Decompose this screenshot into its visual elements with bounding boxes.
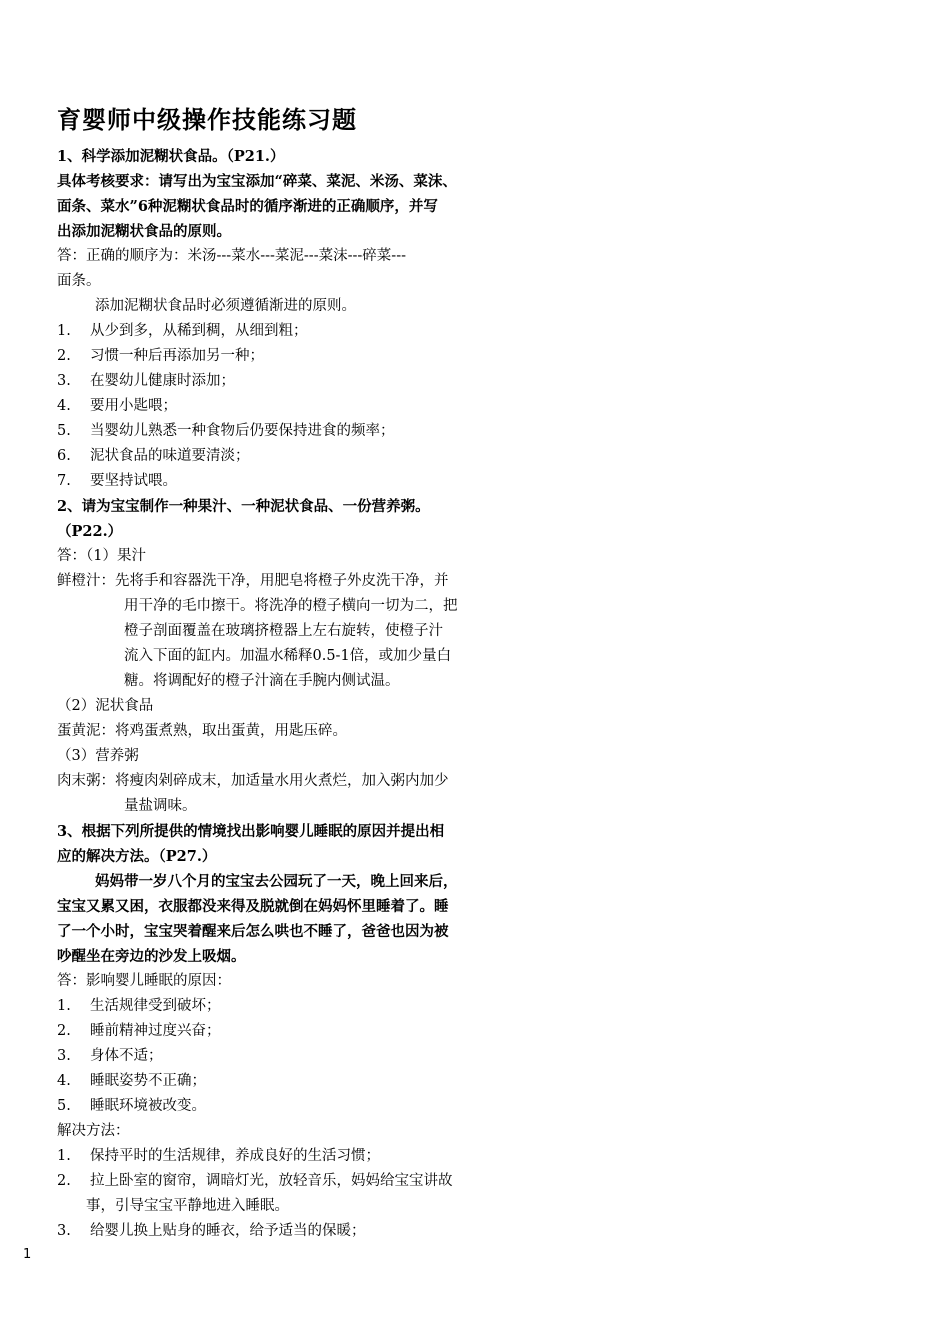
list-text: 从少到多，从稀到稠，从细到粗； (90, 323, 308, 339)
question-2-heading: 2、请为宝宝制作一种果汁、一种泥状食品、一份营养粥。 (57, 498, 430, 515)
list-number: 3. (57, 373, 71, 389)
question-2-heading: （P22.） (57, 523, 123, 540)
list-text: 睡前精神过度兴奋； (90, 1023, 221, 1039)
list-text: 睡眠环境被改变。 (90, 1098, 206, 1114)
question-1-heading: 1、科学添加泥糊状食品。（P21.） (57, 148, 285, 165)
list-number: 5. (57, 423, 71, 439)
list-item (57, 419, 507, 444)
list-item (57, 1044, 507, 1069)
list-text: 身体不适； (90, 1048, 163, 1064)
list-number: 5. (57, 1098, 71, 1114)
scenario-text: 吵醒坐在旁边的沙发上吸烟。 (57, 948, 246, 965)
page-title: 育婴师中级操作技能练习题 (57, 105, 357, 134)
list-number: 7. (57, 473, 71, 489)
answer-porridge-label: （3）营养粥 (57, 748, 139, 764)
list-number: 1. (57, 998, 71, 1014)
list-text: 要用小匙喂； (90, 398, 177, 414)
list-number: 3. (57, 1223, 71, 1239)
list-text: 习惯一种后再添加另一种； (90, 348, 264, 364)
scenario-text: 妈妈带一岁八个月的宝宝去公园玩了一天，晚上回来后， (95, 873, 458, 890)
list-number: 2. (57, 348, 71, 364)
juice-recipe: 糖。将调配好的橙子汁滴在手腕内侧试温。 (124, 673, 400, 689)
question-3-heading: 3、根据下列所提供的情境找出影响婴儿睡眠的原因并提出相 (57, 823, 445, 840)
list-number: 4. (57, 1073, 71, 1089)
list-number: 1. (57, 1148, 71, 1164)
list-text: 要坚持试喂。 (90, 473, 177, 489)
juice-recipe: 橙子剖面覆盖在玻璃挤橙器上左右旋转，使橙子汁 (124, 623, 443, 639)
question-1-answer: 答：正确的顺序为：米汤---菜水---菜泥---菜沫---碎菜--- (57, 248, 406, 264)
answer-juice-label: 答：（1）果汁 (57, 548, 146, 564)
question-1-answer: 面条。 (57, 273, 101, 289)
list-item (57, 369, 507, 394)
list-item (57, 1019, 507, 1044)
list-text: 生活规律受到破坏； (90, 998, 221, 1014)
porridge-recipe: 量盐调味。 (124, 798, 197, 814)
porridge-recipe: 肉末粥：将瘦肉剁碎成末，加适量水用火煮烂，加入粥内加少 (57, 773, 449, 789)
list-text: 在婴幼儿健康时添加； (90, 373, 235, 389)
list-number: 6. (57, 448, 71, 464)
scenario-text: 了一个小时，宝宝哭着醒来后怎么哄也不睡了，爸爸也因为被 (57, 923, 449, 940)
list-text: 泥状食品的味道要清淡； (90, 448, 250, 464)
list-item (57, 1169, 507, 1194)
page-number: 1 (23, 1247, 32, 1262)
list-item (57, 394, 507, 419)
list-number: 4. (57, 398, 71, 414)
document-page (57, 100, 507, 1244)
puree-recipe: 蛋黄泥：将鸡蛋煮熟，取出蛋黄，用匙压碎。 (57, 723, 347, 739)
list-item (57, 1219, 507, 1244)
solution-intro: 解决方法： (57, 1123, 130, 1139)
juice-recipe: 用干净的毛巾擦干。将洗净的橙子横向一切为二，把 (124, 598, 458, 614)
list-item (57, 1069, 507, 1094)
list-number: 2. (57, 1023, 71, 1039)
list-item-continued: 事，引导宝宝平静地进入睡眠。 (86, 1198, 289, 1214)
question-1-requirement: 面条、菜水”6种泥糊状食品时的循序渐进的正确顺序，并写 (57, 198, 438, 215)
juice-recipe: 流入下面的缸内。加温水稀释0.5-1倍，或加少量白 (124, 648, 452, 664)
question-1-requirement: 具体考核要求：请写出为宝宝添加“碎菜、菜泥、米汤、菜沫、 (57, 173, 457, 190)
principle-intro: 添加泥糊状食品时必须遵循渐进的原则。 (95, 298, 356, 314)
question-1-requirement: 出添加泥糊状食品的原则。 (57, 223, 231, 240)
list-text: 睡眠姿势不正确； (90, 1073, 206, 1089)
list-item (57, 469, 507, 494)
question-3-heading: 应的解决方法。（P27.） (57, 848, 217, 865)
list-text: 给婴儿换上贴身的睡衣，给予适当的保暖； (90, 1223, 366, 1239)
list-text: 保持平时的生活规律，养成良好的生活习惯； (90, 1148, 380, 1164)
list-item (57, 994, 507, 1019)
scenario-text: 宝宝又累又困，衣服都没来得及脱就倒在妈妈怀里睡着了。睡 (57, 898, 449, 915)
list-item (57, 344, 507, 369)
list-number: 1. (57, 323, 71, 339)
list-item (57, 444, 507, 469)
list-item (57, 319, 507, 344)
cause-intro: 答：影响婴儿睡眠的原因： (57, 973, 231, 989)
answer-puree-label: （2）泥状食品 (57, 698, 154, 714)
list-text: 拉上卧室的窗帘，调暗灯光，放轻音乐，妈妈给宝宝讲故 (90, 1173, 453, 1189)
list-number: 2. (57, 1173, 71, 1189)
list-item (57, 1094, 507, 1119)
list-number: 3. (57, 1048, 71, 1064)
list-text: 当婴幼儿熟悉一种食物后仍要保持进食的频率； (90, 423, 395, 439)
juice-recipe: 鲜橙汁：先将手和容器洗干净，用肥皂将橙子外皮洗干净，并 (57, 573, 449, 589)
list-item (57, 1144, 507, 1169)
